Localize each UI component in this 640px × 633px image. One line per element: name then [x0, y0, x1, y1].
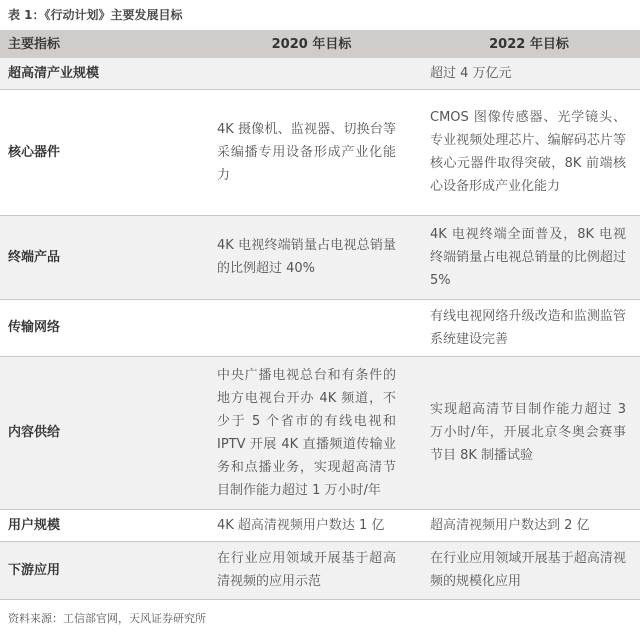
row-2020-target: 4K 电视终端销量占电视总销量的比例超过 40%: [217, 238, 396, 276]
row-2020-target: 4K 摄像机、监视器、切换台等采编播专用设备形成产业化能力: [217, 121, 396, 183]
row-2020-target: 4K 超高清视频用户数达 1 亿: [217, 517, 385, 533]
row-2022-target: 实现超高清节目制作能力超过 3 万小时/年，开展北京冬奥会赛事节目 8K 制播试验: [430, 402, 626, 463]
row-2022-target: 超高清视频用户数达到 2 亿: [430, 517, 590, 533]
row-label: 内容供给: [8, 425, 61, 440]
header-2022-target: 2022 年目标: [418, 30, 640, 58]
table-row: [0, 215, 640, 299]
table-row: [0, 541, 640, 599]
row-2022-target: 有线电视网络升级改造和监测监管系统建设完善: [430, 308, 626, 347]
table-row: [0, 89, 640, 215]
row-label: 传输网络: [8, 320, 61, 335]
row-2020-target: [205, 299, 418, 356]
table-row: [0, 58, 640, 89]
table-caption: 表 1：《行动计划》主要发展目标: [8, 8, 183, 22]
header-2020-target: 2020 年目标: [205, 30, 418, 58]
table-row: [0, 356, 640, 509]
row-2022-target: 在行业应用领域开展基于超高清视频的规模化应用: [430, 551, 626, 589]
table-row: [0, 509, 640, 541]
header-indicator: 主要指标: [0, 30, 205, 58]
row-2022-target: 4K 电视终端全面普及，8K 电视终端销量占电视总销量的比例超过 5%: [430, 226, 626, 288]
row-label: 用户规模: [8, 517, 61, 533]
source-note: 资料来源：工信部官网，天风证券研究所: [8, 612, 206, 625]
row-label: 超高清产业规模: [8, 65, 100, 81]
table-row: [0, 299, 640, 356]
row-2022-target: 超过 4 万亿元: [430, 65, 512, 81]
table-header-row: [0, 30, 640, 58]
row-2022-target: CMOS 图像传感器、光学镜头、专业视频处理芯片、编解码芯片等核心元器件取得突破，8K 前端核心设备形成产业化能力: [430, 110, 626, 194]
row-label: 下游应用: [8, 562, 61, 578]
row-2020-target: 中央广播电视总台和有条件的地方电视台开办 4K 频道，不少于 5 个省市的有线电视和 IPTV 开展 4K 直播频道传输业务和点播业务，实现超高清节目制作能力超过 1 万小时/年: [217, 367, 396, 498]
row-label: 核心器件: [8, 144, 61, 160]
row-2020-target: [205, 58, 418, 89]
goals-table: [0, 30, 640, 600]
row-label: 终端产品: [8, 249, 61, 265]
row-2020-target: 在行业应用领域开展基于超高清视频的应用示范: [217, 551, 396, 589]
